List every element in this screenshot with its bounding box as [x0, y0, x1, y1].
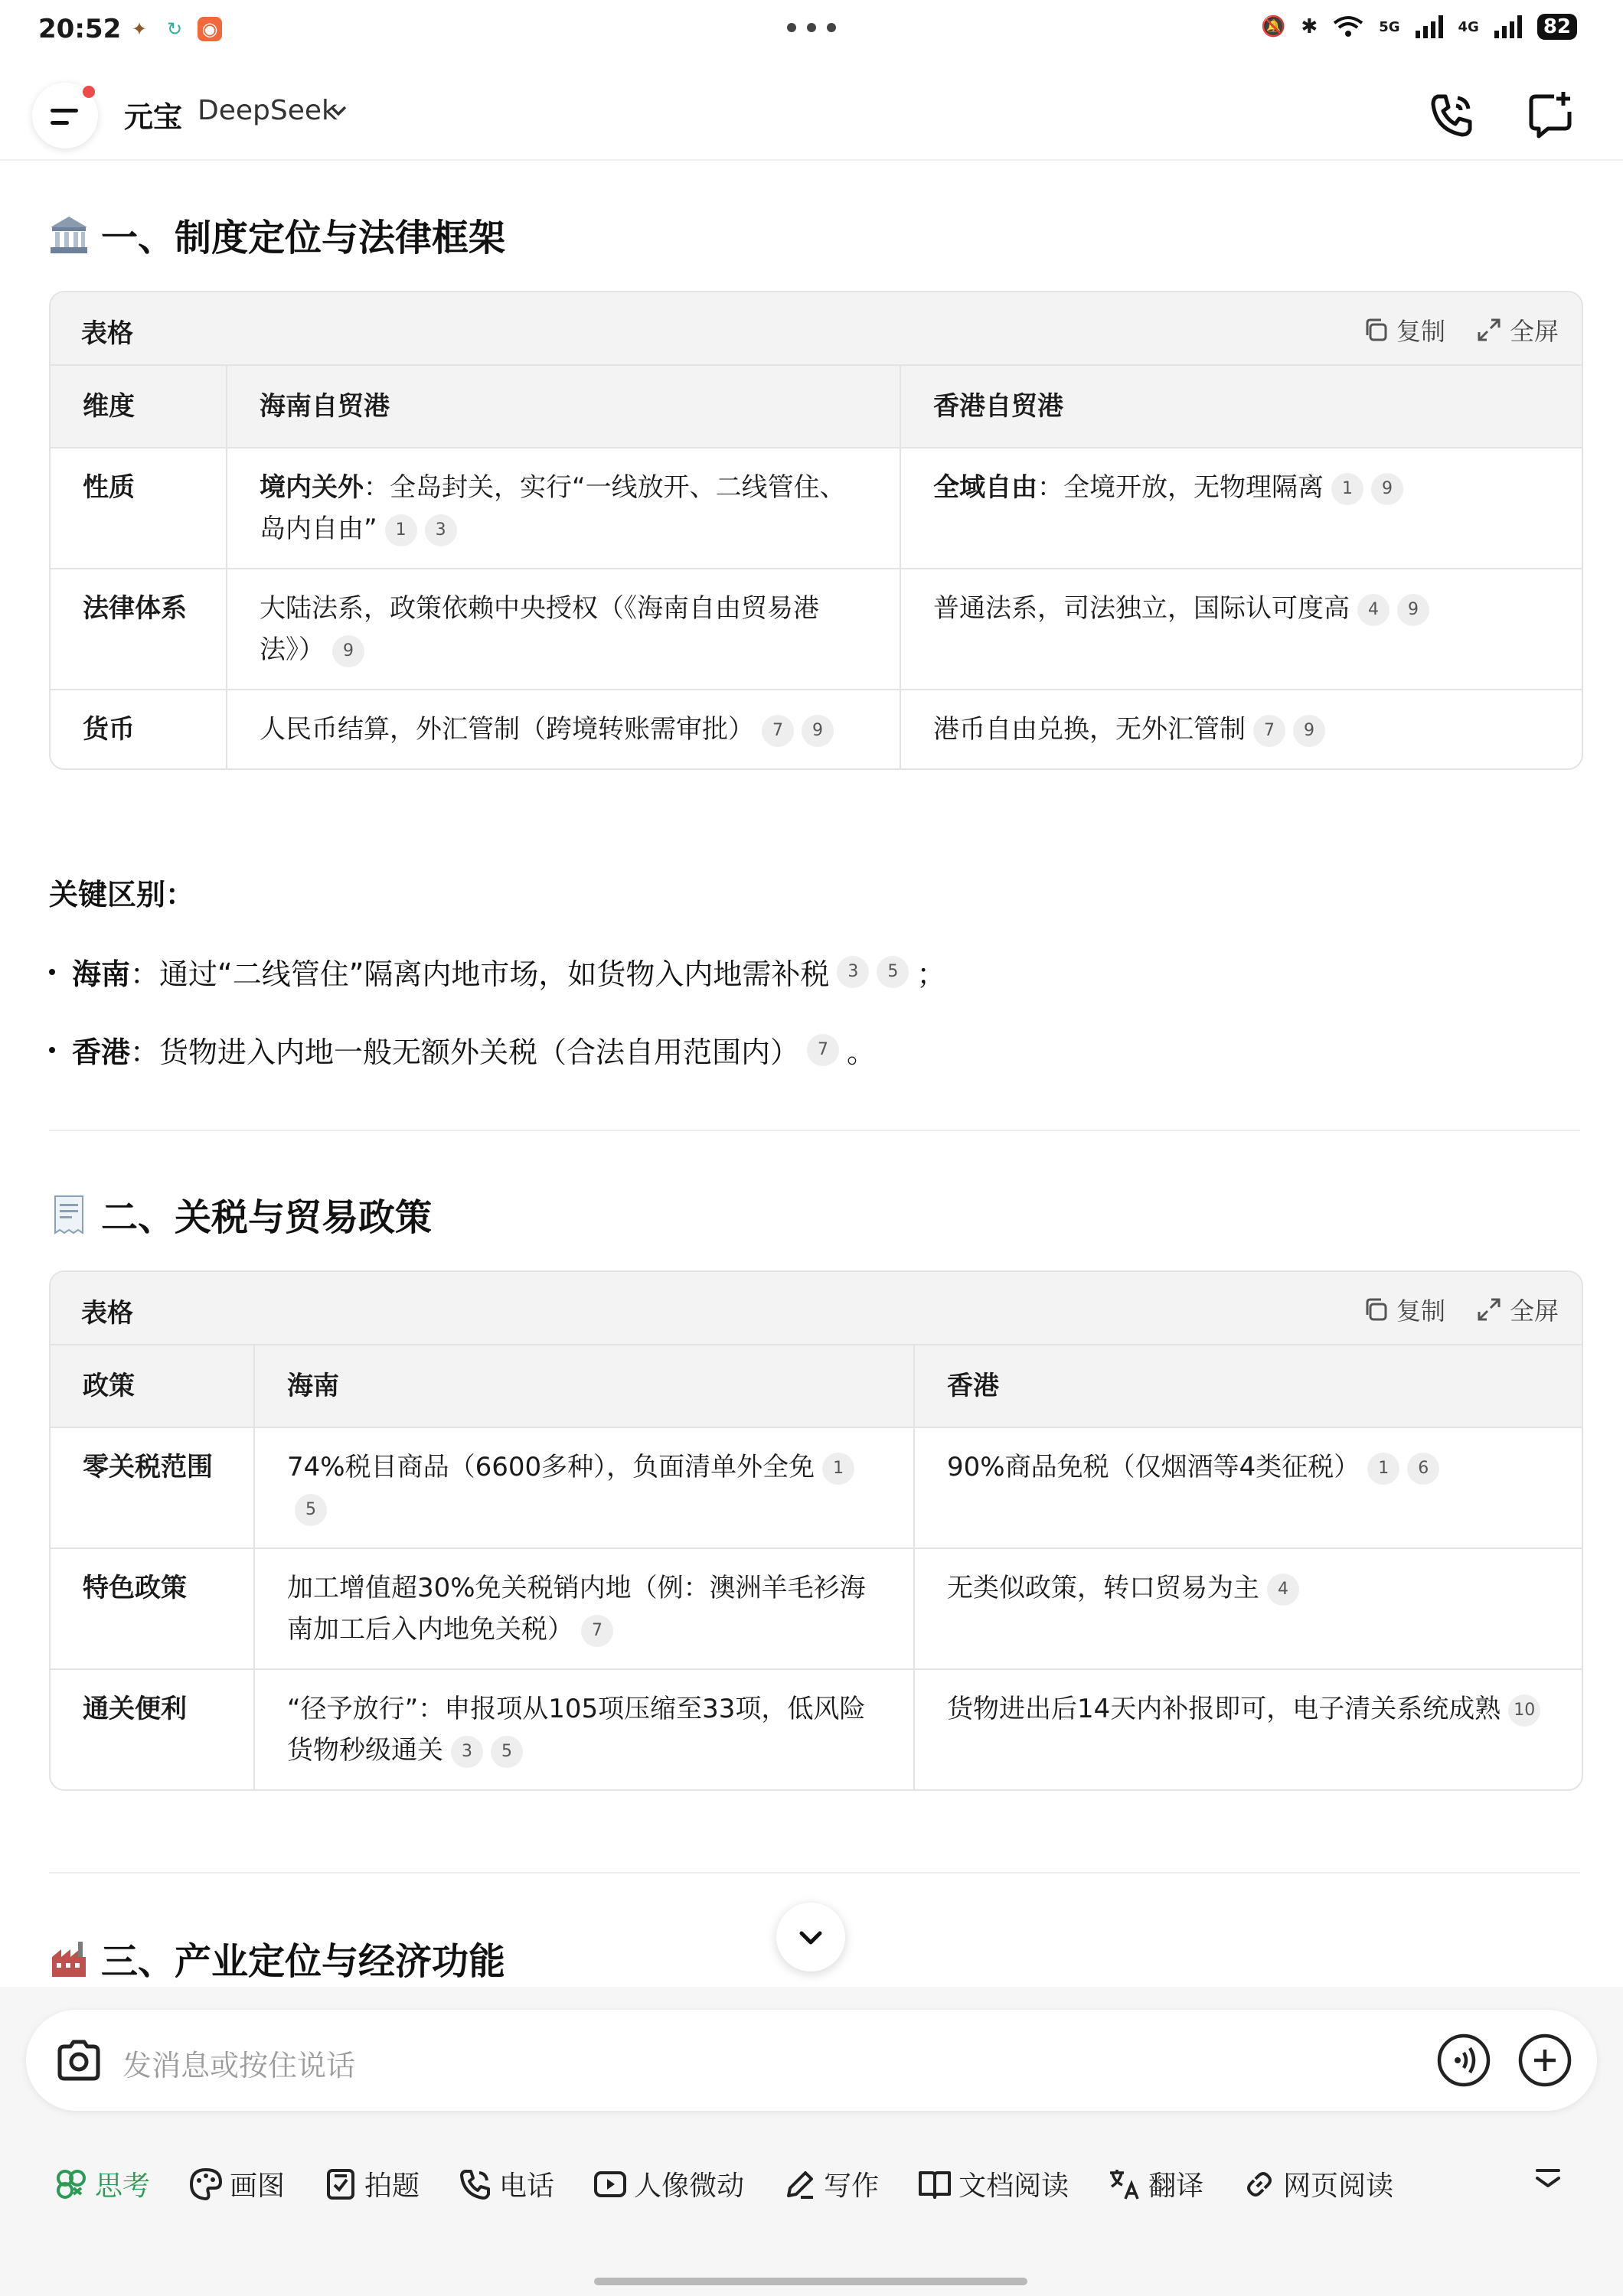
quick-tools	[54, 2164, 1432, 2203]
citation-badge[interactable]: 9	[1293, 715, 1325, 747]
table-card-label: 表格	[81, 318, 133, 349]
table-row	[51, 1669, 1582, 1789]
book-icon	[917, 2167, 952, 2202]
sync-icon: ↻	[166, 18, 183, 40]
section-title-text: 二、关税与贸易政策	[101, 1196, 433, 1239]
table-cell: 74%税目商品（6600多种），负面清单外全免 15	[254, 1427, 914, 1548]
signal-bars-icon-2	[1494, 15, 1522, 38]
citation-badge[interactable]: 4	[1357, 594, 1390, 626]
tool-document-reading[interactable]: 文档阅读	[917, 2164, 1069, 2203]
battery-indicator: 82	[1537, 14, 1577, 40]
deer-notification-icon: ✦	[131, 18, 148, 40]
menu-button[interactable]	[32, 83, 98, 148]
video-icon	[593, 2167, 628, 2202]
row-header: 法律体系	[51, 569, 227, 690]
list-item: 海南 ：通过“二线管住”隔离内地市场，如货物入内地需补税 3 5 ；	[49, 951, 945, 993]
think-icon	[54, 2167, 89, 2202]
tool-draw[interactable]: 画图	[188, 2164, 285, 2203]
add-icon[interactable]	[1516, 2031, 1574, 2089]
model-selector[interactable]: DeepSeek	[198, 95, 338, 126]
signal-5g-icon: 5G	[1379, 18, 1400, 35]
photo-question-icon	[323, 2167, 358, 2202]
copy-icon	[1363, 1296, 1389, 1322]
row-header: 货币	[51, 690, 227, 768]
composer-area	[0, 1987, 1623, 2296]
copy-button[interactable]: 复制	[1363, 1292, 1445, 1327]
key-diff-heading: 关键区别：	[49, 878, 195, 912]
citation-badge[interactable]: 3	[837, 956, 869, 988]
table-cell: 港币自由兑换，无外汇管制 7 9	[900, 690, 1582, 768]
citation-badge[interactable]: 9	[332, 635, 364, 667]
citation-badge[interactable]: 10	[1508, 1694, 1540, 1727]
citation-badge[interactable]: 9	[1397, 594, 1429, 626]
citation-badge[interactable]: 1	[385, 514, 417, 546]
table-cell: 货物进出后14天内补报即可，电子清关系统成熟 10	[914, 1669, 1582, 1789]
list-item: 香港 ：货物进入内地一般无额外关税（合法自用范围内） 7 。	[49, 1029, 876, 1071]
scroll-to-bottom-button[interactable]	[776, 1903, 845, 1971]
row-header: 零关税范围	[51, 1427, 254, 1548]
fullscreen-button[interactable]: 全屏	[1476, 312, 1559, 347]
citation-badge[interactable]: 1	[822, 1453, 854, 1485]
wifi-icon	[1333, 15, 1363, 38]
factory-icon	[47, 1937, 90, 1980]
citation-badge[interactable]: 1	[1367, 1453, 1399, 1485]
table-cell: 无类似政策，转口贸易为主 4	[914, 1548, 1582, 1669]
table-card-header	[51, 292, 1582, 366]
copy-button[interactable]: 复制	[1363, 312, 1445, 347]
citation-badge[interactable]: 7	[581, 1615, 613, 1647]
column-header: 海南	[254, 1345, 914, 1427]
tool-web-reading[interactable]: 网页阅读	[1242, 2164, 1393, 2203]
table-cell: 90%商品免税（仅烟酒等4类征税） 1 6	[914, 1427, 1582, 1548]
row-header: 通关便利	[51, 1669, 254, 1789]
table-cell: 普通法系，司法独立，国际认可度高 4 9	[900, 569, 1582, 690]
table-card-label: 表格	[81, 1298, 133, 1329]
app-header	[0, 64, 1623, 161]
table-header-row	[51, 1345, 1582, 1427]
citation-badge[interactable]: 5	[491, 1736, 523, 1768]
row-header: 特色政策	[51, 1548, 254, 1669]
citation-badge[interactable]: 5	[877, 956, 909, 988]
table-row	[51, 1427, 1582, 1548]
section-divider	[49, 1872, 1580, 1874]
bluetooth-icon: ✱	[1301, 15, 1318, 38]
link-icon	[1242, 2167, 1277, 2202]
app-name: 元宝	[124, 100, 183, 134]
input-placeholder: 发消息或按住说话	[122, 2049, 356, 2082]
column-header: 香港	[914, 1345, 1582, 1427]
section-title-1	[47, 208, 505, 261]
fullscreen-button[interactable]: 全屏	[1476, 1292, 1559, 1327]
tool-writing[interactable]: 写作	[782, 2164, 879, 2203]
citation-badge[interactable]: 4	[1267, 1574, 1299, 1606]
tool-portrait-motion[interactable]: 人像微动	[593, 2164, 744, 2203]
table-card-header	[51, 1272, 1582, 1345]
home-indicator[interactable]	[594, 2278, 1027, 2285]
pen-icon	[782, 2167, 818, 2202]
table-card-1	[49, 291, 1583, 770]
row-header: 性质	[51, 448, 227, 569]
tool-phone[interactable]: 电话	[458, 2164, 554, 2203]
chevron-down-icon	[776, 1903, 845, 1971]
signal-bars-icon	[1416, 15, 1443, 38]
citation-badge[interactable]: 7	[807, 1034, 839, 1066]
phone-icon	[458, 2167, 493, 2202]
phone-call-icon[interactable]	[1424, 87, 1479, 142]
collapse-tools-icon[interactable]	[1530, 2160, 1566, 2197]
camera-icon[interactable]	[52, 2034, 106, 2088]
table-row	[51, 690, 1582, 768]
column-header: 香港自贸港	[900, 366, 1582, 448]
section-title-text: 一、制度定位与法律框架	[101, 217, 506, 259]
table-row	[51, 448, 1582, 569]
citation-badge[interactable]: 7	[762, 715, 794, 747]
copy-icon	[1363, 317, 1389, 343]
tool-translate[interactable]: 翻译	[1107, 2164, 1203, 2203]
signal-4g-icon: 4G	[1458, 18, 1479, 35]
palette-icon	[188, 2167, 224, 2202]
expand-icon	[1476, 317, 1502, 343]
app-notification-icon: ◉	[198, 17, 222, 41]
citation-badge[interactable]: 3	[425, 514, 457, 546]
receipt-icon	[47, 1193, 90, 1236]
tool-photo-question[interactable]: 拍题	[323, 2164, 420, 2203]
column-header: 海南自贸港	[227, 366, 900, 448]
notification-dot	[83, 86, 95, 98]
column-header: 维度	[51, 366, 227, 448]
status-bar	[0, 0, 1623, 64]
status-right	[1261, 14, 1577, 40]
section-title-2	[47, 1188, 432, 1241]
table-card-2	[49, 1270, 1583, 1791]
status-time: 20:52	[38, 14, 122, 44]
table-cell: 境内关外：全岛封关，实行“一线放开、二线管住、岛内自由” 1 3	[227, 448, 900, 569]
citation-badge[interactable]: 9	[802, 715, 834, 747]
citation-badge[interactable]: 3	[451, 1736, 483, 1768]
status-app-icons	[127, 17, 222, 41]
table-row	[51, 1548, 1582, 1669]
column-header: 政策	[51, 1345, 254, 1427]
table-cell: “径予放行”：申报项从105项压缩至33项，低风险货物秒级通关 3 5	[254, 1669, 914, 1789]
window-dots[interactable]	[787, 23, 836, 32]
citation-badge[interactable]: 7	[1253, 715, 1285, 747]
expand-icon	[1476, 1296, 1502, 1322]
comparison-table-2	[51, 1345, 1582, 1789]
comparison-table-1	[51, 366, 1582, 768]
table-row	[51, 569, 1582, 690]
translate-icon	[1107, 2167, 1142, 2202]
citation-badge[interactable]: 9	[1371, 473, 1403, 505]
section-title-3	[47, 1932, 505, 1985]
message-input[interactable]	[26, 2010, 1597, 2111]
section-title-text: 三、产业定位与经济功能	[101, 1940, 506, 1983]
chevron-down-icon[interactable]	[329, 103, 348, 118]
citation-badge[interactable]: 6	[1407, 1453, 1439, 1485]
table-cell: 全域自由：全境开放，无物理隔离 1 9	[900, 448, 1582, 569]
tool-think[interactable]: 思考	[54, 2164, 150, 2203]
table-cell: 加工增值超30%免关税销内地（例：澳洲羊毛衫海南加工后入内地免关税） 7	[254, 1548, 914, 1669]
section-divider	[49, 1130, 1580, 1131]
mute-icon: 🔕	[1261, 15, 1286, 38]
table-cell: 大陆法系，政策依赖中央授权（《海南自由贸易港法》） 9	[227, 569, 900, 690]
table-header-row	[51, 366, 1582, 448]
new-chat-icon[interactable]	[1523, 87, 1579, 142]
classical-building-icon	[47, 214, 90, 256]
citation-badge[interactable]: 5	[295, 1494, 327, 1526]
voice-call-icon[interactable]	[1435, 2031, 1493, 2089]
citation-badge[interactable]: 1	[1331, 473, 1363, 505]
table-cell: 人民币结算，外汇管制（跨境转账需审批） 7 9	[227, 690, 900, 768]
